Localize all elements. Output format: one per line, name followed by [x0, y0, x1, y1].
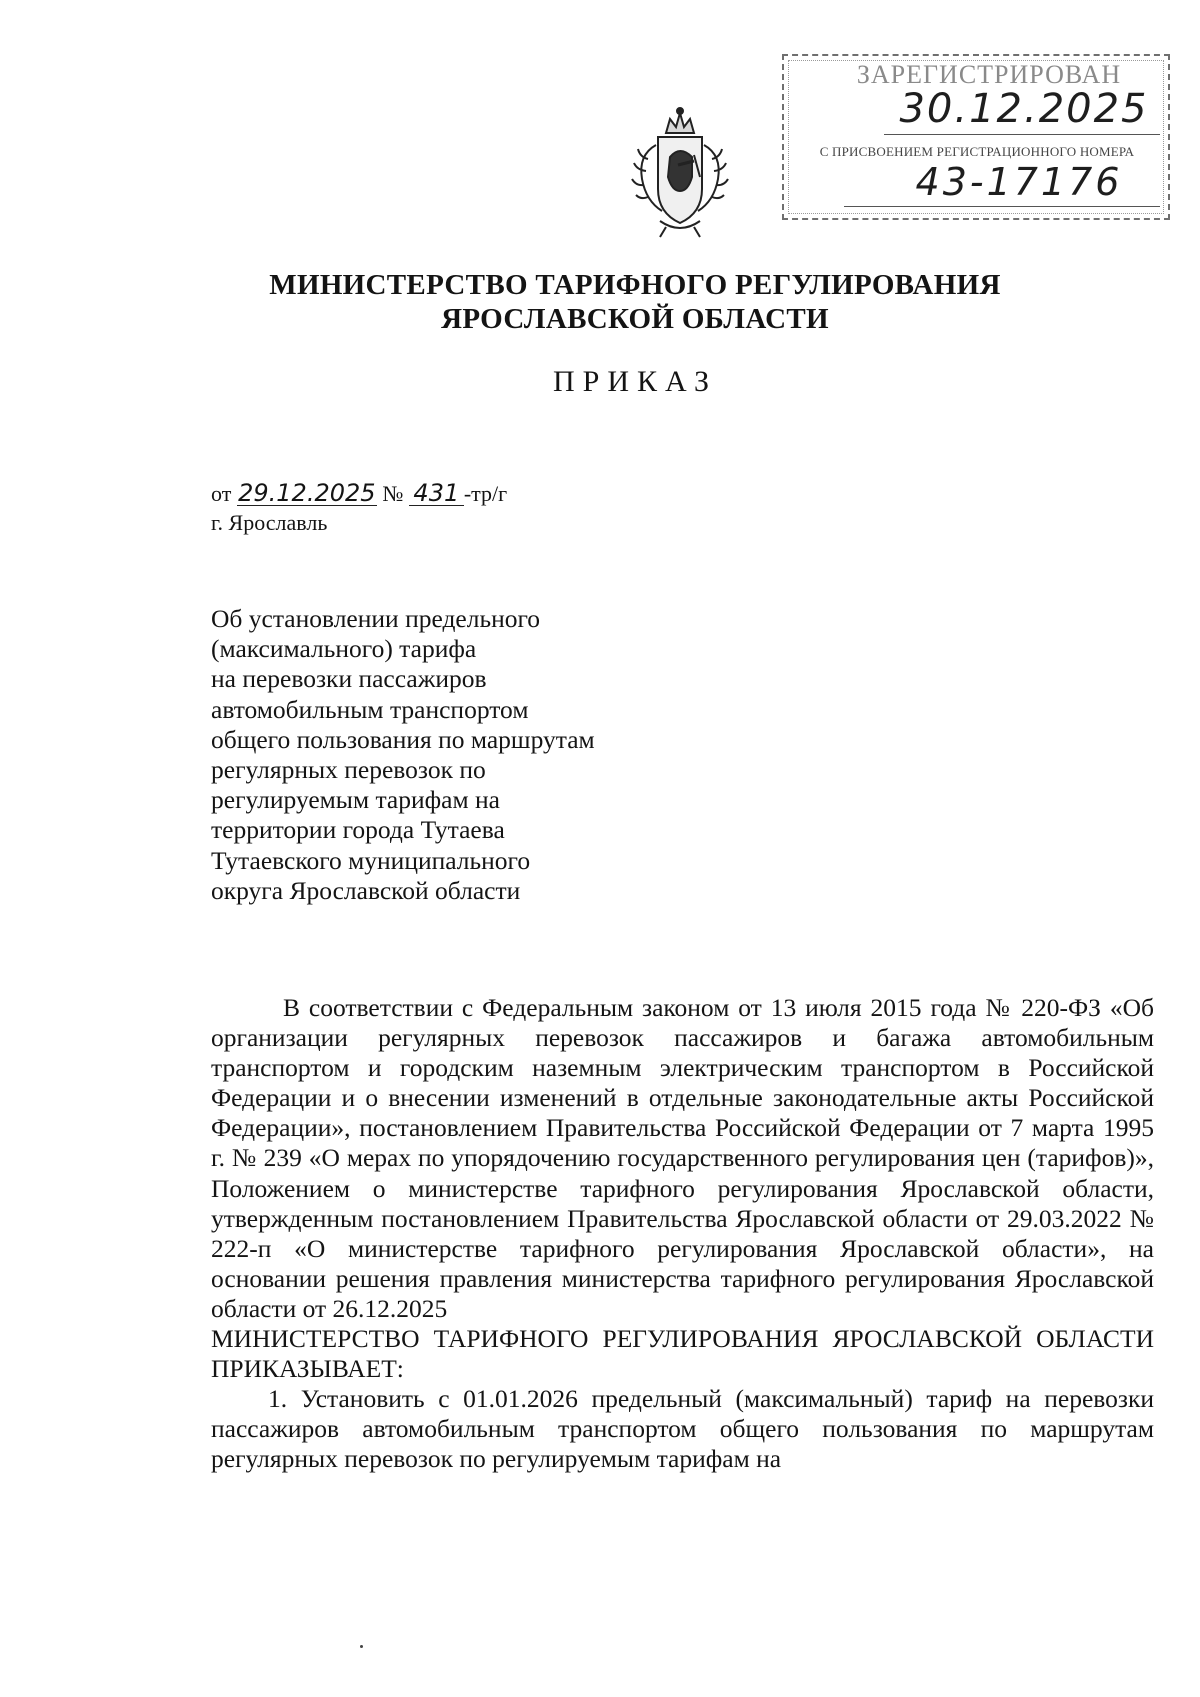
ministry-name-line2: ЯРОСЛАВСКОЙ ОБЛАСТИ — [441, 303, 829, 335]
order-date: 29.12.2025 — [238, 479, 376, 507]
subject-line: на перевозки пассажиров — [211, 664, 487, 694]
subject-line: общего пользования по маршрутам — [211, 724, 595, 754]
ministry-name — [250, 268, 1020, 336]
coat-of-arms-icon — [620, 105, 740, 245]
item-1-paragraph: 1. Установить с 01.01.2026 предельный (максимальный) тариф на перевозки пассажиров автомобильным транспортом общего пользования по маршрутам регулярных перевозок по регулируемым тарифам на — [211, 1384, 1154, 1474]
stamp-title: ЗАРЕГИСТРИРОВАН — [856, 60, 1122, 89]
registration-stamp — [782, 54, 1170, 220]
subject-line: Тутаевского муниципального — [211, 845, 531, 875]
subject-line: регулируемым тарифам на — [211, 785, 500, 815]
stamp-number: 43-17176 — [915, 160, 1123, 204]
stamp-rule — [844, 206, 1160, 207]
orders-paragraph: МИНИСТЕРСТВО ТАРИФНОГО РЕГУЛИРОВАНИЯ ЯРОСЛАВСКОЙ ОБЛАСТИ ПРИКАЗЫВАЕТ: — [211, 1324, 1154, 1384]
subject-line: Об установлении предельного — [211, 604, 541, 633]
order-subject — [211, 604, 671, 906]
subject-line: автомобильным транспортом — [211, 694, 529, 724]
stamp-rule — [884, 134, 1160, 135]
subject-line: регулярных перевозок по — [211, 755, 486, 785]
from-label: от — [211, 481, 232, 506]
subject-line: (максимального) тарифа — [211, 634, 477, 664]
order-body — [211, 993, 1154, 1475]
stamp-date: 30.12.2025 — [899, 86, 1149, 132]
subject-line: округа Ярославской области — [211, 875, 521, 905]
document-type: ПРИКАЗ — [553, 365, 717, 398]
stamp-label: С ПРИСВОЕНИЕМ РЕГИСТРАЦИОННОГО НОМЕРА — [819, 144, 1135, 159]
scan-speck — [360, 1645, 363, 1648]
ministry-name-line1: МИНИСТЕРСТВО ТАРИФНОГО РЕГУЛИРОВАНИЯ — [269, 269, 1001, 301]
subject-line: территории города Тутаева — [211, 815, 505, 845]
order-number-suffix: -тр/г — [463, 481, 508, 506]
order-number: 431 — [409, 481, 464, 506]
preamble-paragraph: В соответствии с Федеральным законом от 13 июля 2015 года № 220-ФЗ «Об организации регулярных перевозок пассажиров и багажа автомобильным транспортом и городским наземным электрическим транспортом в Российской Федерации и о внесении изменений в отдельные законодательные акты Российской Федерации», постановлением Правительства Российской Федерации от 7 марта 1995 г. № 239 «О мерах по упорядочению государственного регулирования цен (тарифов)», Положением о министерстве тарифного регулирования Ярославской области, утвержденным постановлением Правительства Ярославской области от 29.03.2022 № 222-п «О министерстве тарифного регулирования Ярославской области», на основании решения правления министерства тарифного регулирования Ярославской области от 26.12.2025 — [211, 993, 1154, 1323]
order-date-line — [211, 480, 507, 508]
number-label: № — [382, 481, 404, 506]
city: г. Ярославль — [211, 510, 328, 535]
